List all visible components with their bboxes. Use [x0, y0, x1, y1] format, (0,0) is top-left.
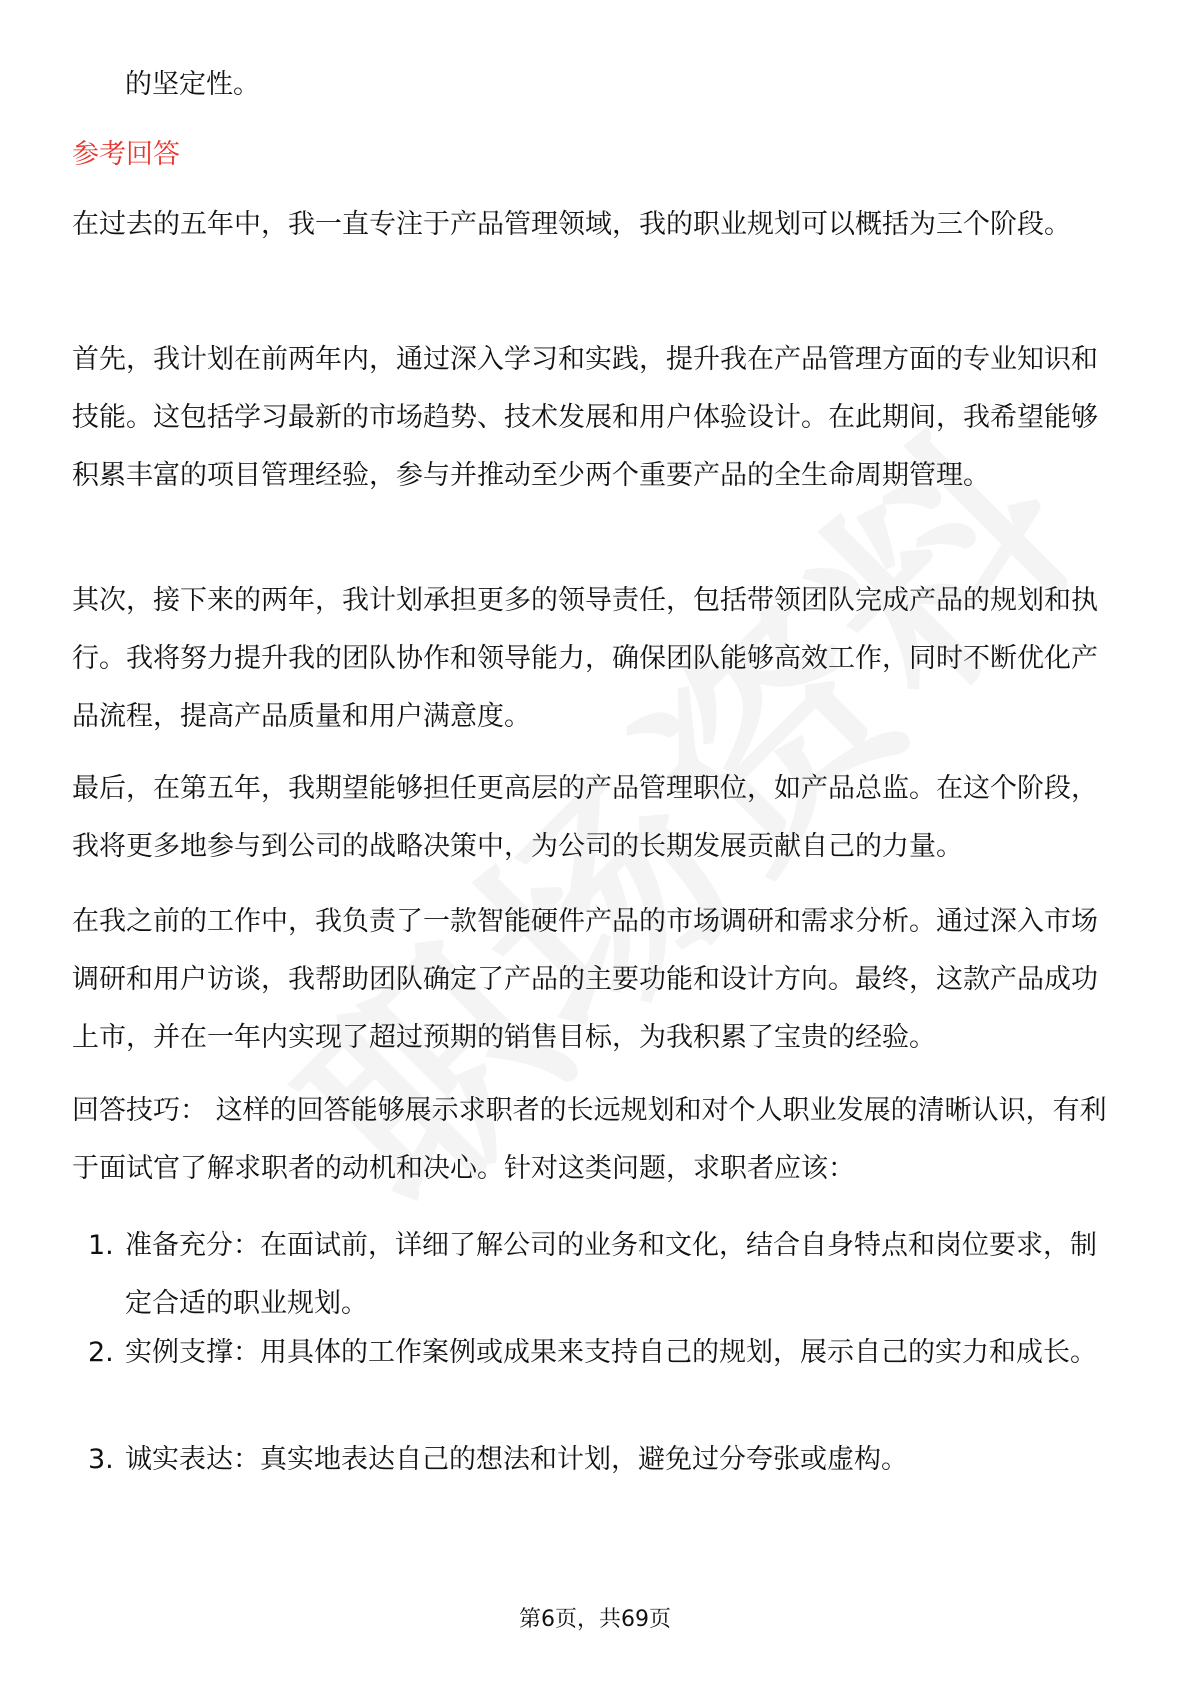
paragraph-third-stage: 最后，在第五年，我期望能够担任更高层的产品管理职位，如产品总监。在这个阶段，我将更多地参与到公司的战略决策中，为公司的长期发展贡献自己的力量。	[72, 773, 1098, 862]
list-number: 2.	[88, 1337, 114, 1368]
list-number: 3.	[88, 1444, 114, 1475]
paragraph-second-stage: 其次，接下来的两年，我计划承担更多的领导责任，包括带领团队完成产品的规划和执行。我将努力提升我的团队协作和领导能力，确保团队能够高效工作，同时不断优化产品流程，提高产品质量和用户满意度。	[72, 585, 1098, 732]
list-item	[80, 1217, 1120, 1333]
paragraph-answer-tips: 回答技巧： 这样的回答能够展示求职者的长远规划和对个人职业发展的清晰认识，有利于面试官了解求职者的动机和决心。针对这类问题，求职者应该：	[72, 1095, 1107, 1184]
list-text: 实例支撑：用具体的工作案例或成果来支持自己的规划，展示自己的实力和成长。	[125, 1337, 1097, 1368]
intro-tail-text: 的坚定性。	[125, 69, 260, 100]
paragraph-first-stage: 首先，我计划在前两年内，通过深入学习和实践，提升我在产品管理方面的专业知识和技能。这包括学习最新的市场趋势、技术发展和用户体验设计。在此期间，我希望能够积累丰富的项目管理经验，参与并推动至少两个重要产品的全生命周期管理。	[72, 344, 1098, 491]
paragraph-experience: 在我之前的工作中，我负责了一款智能硬件产品的市场调研和需求分析。通过深入市场调研和用户访谈，我帮助团队确定了产品的主要功能和设计方向。最终，这款产品成功上市，并在一年内实现了超过预期的销售目标，为我积累了宝贵的经验。	[72, 906, 1098, 1053]
list-item	[80, 1431, 1120, 1489]
list-text: 准备充分：在面试前，详细了解公司的业务和文化，结合自身特点和岗位要求，制定合适的职业规划。	[125, 1230, 1097, 1319]
paragraph-overview: 在过去的五年中，我一直专注于产品管理领域，我的职业规划可以概括为三个阶段。	[72, 209, 1071, 240]
section-heading: 参考回答	[72, 139, 180, 170]
list-number: 1.	[88, 1230, 114, 1261]
list-item	[80, 1324, 1120, 1382]
page-number-footer: 第6页，共69页	[519, 1607, 671, 1632]
list-text: 诚实表达：真实地表达自己的想法和计划，避免过分夸张或虚构。	[125, 1444, 908, 1475]
